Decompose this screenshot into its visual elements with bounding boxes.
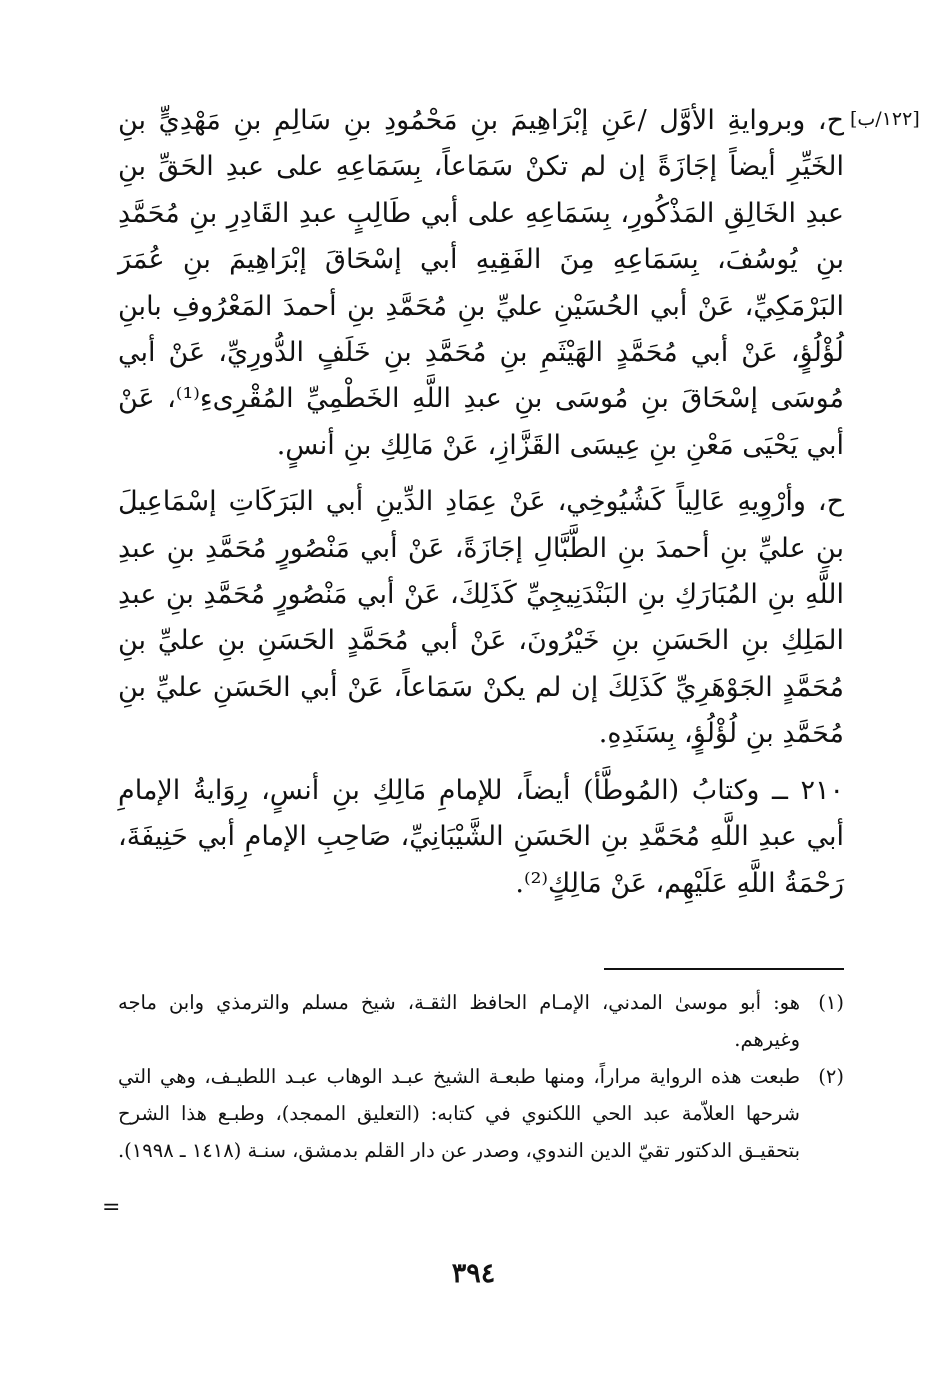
footnotes xyxy=(118,984,844,1169)
paragraph-isnad-2: ح، وأرْوِيهِ عَالِياً كَشُيُوخِي، عَنْ عِمَادِ الدِّينِ أبي البَرَكَاتِ إسْمَاعِيلَ بنِ عليِّ بنِ أحمدَ بنِ الطَّبَّالِ إجَازَةً، عَنْ أبي مَنْصُورٍ مُحَمَّدِ بنِ عبدِ اللَّهِ بنِ المُبَارَكِ بنِ البَنْدَنِيجِيِّ كَذَلِكَ، عَنْ أبي مَنْصُورٍ مُحَمَّدِ بنِ عبدِ المَلِكِ بنِ الحَسَنِ بنِ خَيْرُونَ، عَنْ أبي مُحَمَّدٍ الحَسَنِ بنِ عليِّ بنِ مُحَمَّدٍ الجَوْهَرِيِّ كَذَلِكَ إن لم يكنْ سَمَاعاً، عَنْ أبي الحَسَنِ عليِّ بنِ مُحَمَّدِ بنِ لُؤْلُؤٍ، بِسَنَدِهِ. xyxy=(118,486,845,750)
manuscript-folio-marker: [١٢٢/ب] xyxy=(850,108,920,130)
footnote-text: طبعت هذه الرواية مراراً، ومنها طبعـة الشيخ عبـد الوهاب عبـد اللطيـف، وهي التي شرحها العلاّمة عبد الحي اللكنوي في كتابه: (التعليق الممجد)، وطبـع هذا الشرح بتحقيـق الدكتور تقيّ الدين الندوي، وصدر عن دار القلم بدمشق، سنـة (١٤١٨ ـ ١٩٩٨). xyxy=(117,1065,800,1162)
footnote-separator xyxy=(604,968,844,970)
footnote-2 xyxy=(118,1058,844,1169)
footnote-number: (١) xyxy=(818,991,844,1014)
footnote-text: هو: أبو موسىٰ المدني، الإمـام الحافظ الثقـة، شيخ مسلم والترمذي وابن ماجه وغيرهم. xyxy=(118,991,800,1051)
footnote-1 xyxy=(118,984,844,1058)
continuation-mark: = xyxy=(102,1195,121,1220)
page-number: ٣٩٤ xyxy=(451,1258,496,1289)
paragraph-isnad-1: ح، وبروايةِ الأوَّل /عَنِ إبْرَاهِيمَ بنِ مَحْمُودِ بنِ سَالِمِ بنِ مَهْدِيٍّ بنِ الخَيِّرِ أيضاً إجَازَةً إن لم تكنْ سَمَاعاً، بِسَمَاعِهِ على عبدِ الحَقِّ بنِ عبدِ الخَالِقِ المَذْكُورِ، بِسَمَاعِهِ على أبي طَالِبٍ عبدِ القَادِرِ بنِ مُحَمَّدِ بنِ يُوسُفَ، بِسَمَاعِهِ مِنَ الفَقِيهِ أبي إسْحَاقَ إبْرَاهِيمَ بنِ عُمَرَ البَرْمَكِيِّ، عَنْ أبي الحُسَيْنِ عليِّ بنِ مُحَمَّدِ بنِ أحمدَ المَعْرُوفِ بابنِ لُؤْلُؤٍ، عَنْ أبي مُحَمَّدٍ الهَيْثَمِ بنِ مُحَمَّدِ بنِ خَلَفٍ الدُّورِيِّ، عَنْ أبي مُوسَى إسْحَاقَ بنِ مُوسَى بنِ عبدِ اللَّهِ الخَطْمِيِّ المُقْرِىءِ⁽¹⁾، عَنْ أبي يَحْيَى مَعْنِ بنِ عِيسَى القَزَّازِ، عَنْ مَالِكِ بنِ أنسٍ. xyxy=(118,105,845,461)
footnote-number: (٢) xyxy=(818,1065,844,1088)
paragraph-item-210: ٢١٠ ــ وكتابُ (المُوطَّأ) أيضاً، للإمامِ مَالِكِ بنِ أنسٍ، رِوَايةُ الإمامِ أبي عبدِ اللَّهِ مُحَمَّدِ بنِ الحَسَنِ الشَّيْبَانِيِّ، صَاحِبِ الإمامِ أبي حَنِيفَةَ، رَحْمَةُ اللَّهِ عَلَيْهِم، عَنْ مَالِكٍ⁽²⁾. xyxy=(118,774,844,899)
main-text xyxy=(118,98,844,907)
